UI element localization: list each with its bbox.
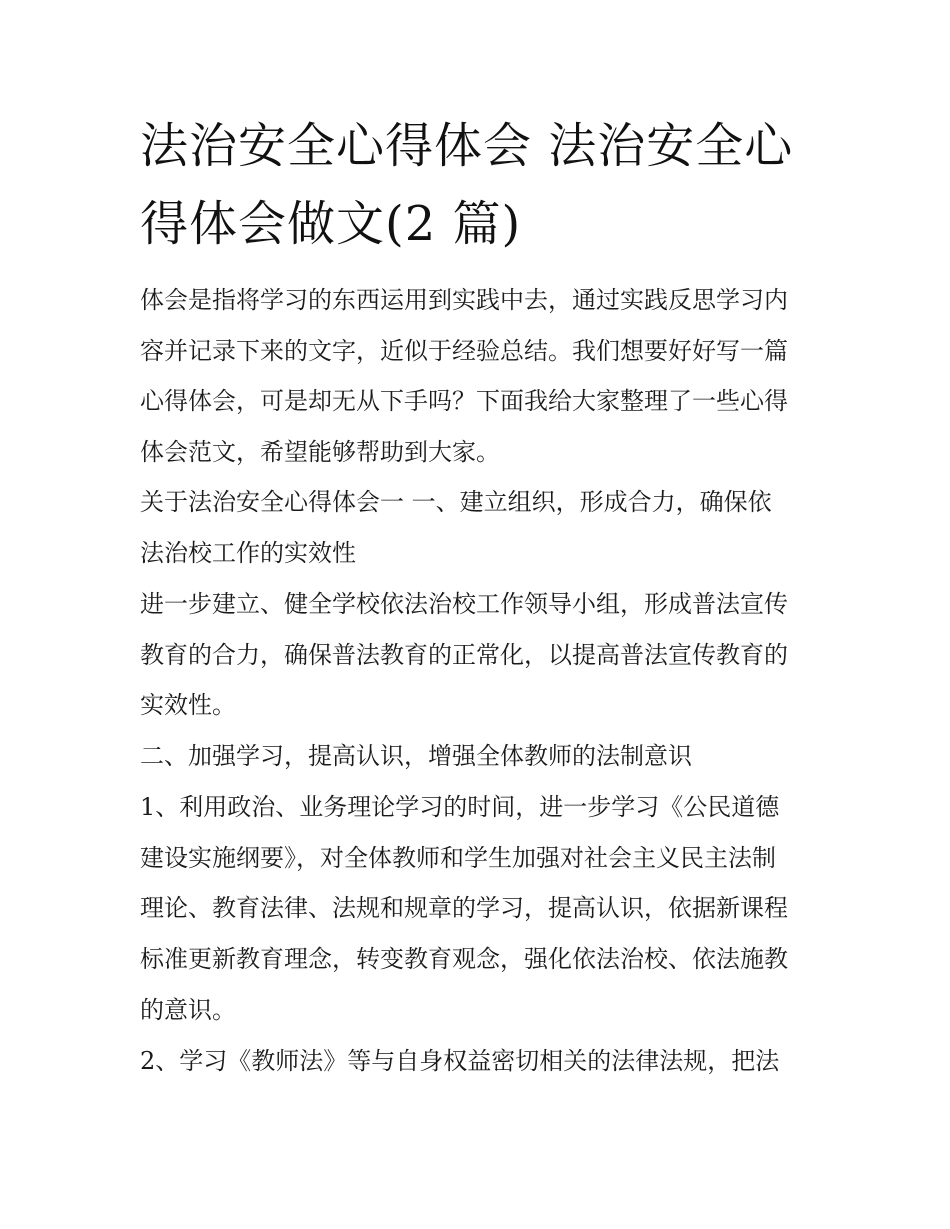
list-item-line: 理论、教育法律、法规和规章的学习，提高认识，依据新课程 bbox=[140, 894, 788, 922]
paragraph-line: 容并记录下来的文字，近似于经验总结。我们想要好好写一篇 bbox=[140, 337, 788, 365]
list-item-line: 1、利用政治、业务理论学习的时间，进一步学习《公民道德 bbox=[140, 793, 780, 821]
list-item-line: 的意识。 bbox=[140, 996, 236, 1024]
section-heading-line: 法治校工作的实效性 bbox=[140, 539, 356, 567]
paragraph-line: 进一步建立、健全学校依法治校工作领导小组，形成普法宣传 bbox=[140, 590, 788, 618]
paragraph-line: 教育的合力，确保普法教育的正常化，以提高普法宣传教育的 bbox=[140, 641, 788, 669]
paragraph-line: 体会是指将学习的东西运用到实践中去，通过实践反思学习内 bbox=[140, 286, 788, 314]
section-heading-line: 二、加强学习，提高认识，增强全体教师的法制意识 bbox=[140, 742, 692, 770]
paragraph-line: 实效性。 bbox=[140, 691, 236, 719]
list-item-line: 标准更新教育理念，转变教育观念，强化依法治校、依法施教 bbox=[140, 945, 788, 973]
paragraph-line: 心得体会，可是却无从下手吗？下面我给大家整理了一些心得 bbox=[140, 387, 788, 415]
list-item-line: 2、学习《教师法》等与自身权益密切相关的法律法规，把法 bbox=[140, 1047, 780, 1075]
paragraph-line: 体会范文，希望能够帮助到大家。 bbox=[140, 438, 500, 466]
document-title-line-2: 得体会做文(2 篇) bbox=[140, 196, 522, 252]
document-title-line-1: 法治安全心得体会 法治安全心 bbox=[140, 118, 794, 174]
list-item-line: 建设实施纲要》，对全体教师和学生加强对社会主义民主法制 bbox=[140, 844, 776, 872]
section-heading-line: 关于法治安全心得体会一 一、建立组织，形成合力，确保依 bbox=[140, 488, 772, 516]
